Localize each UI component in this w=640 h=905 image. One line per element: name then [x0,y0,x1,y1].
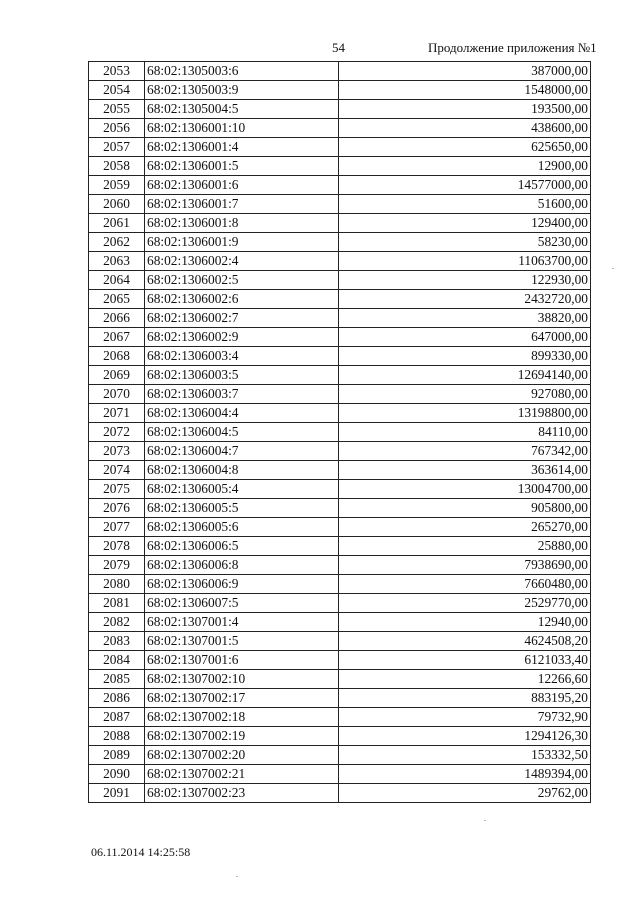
cadastral-number-cell: 68:02:1306003:7 [145,385,339,404]
table-row [89,252,591,271]
row-number-cell: 2071 [89,404,145,423]
table-row [89,404,591,423]
row-number-cell: 2074 [89,461,145,480]
cadastral-value-cell: 58230,00 [339,233,591,252]
cadastral-number-cell: 68:02:1306002:4 [145,252,339,271]
table-row [89,613,591,632]
cadastral-number-cell: 68:02:1307001:6 [145,651,339,670]
row-number-cell: 2053 [89,62,145,81]
cadastral-number-cell: 68:02:1306006:9 [145,575,339,594]
table-row [89,670,591,689]
row-number-cell: 2080 [89,575,145,594]
cadastral-value-cell: 193500,00 [339,100,591,119]
cadastral-value-cell: 7660480,00 [339,575,591,594]
table-row [89,62,591,81]
page-number: 54 [332,40,345,55]
table-row [89,81,591,100]
cadastral-value-cell: 129400,00 [339,214,591,233]
table-row [89,271,591,290]
table-row [89,138,591,157]
cadastral-number-cell: 68:02:1306005:6 [145,518,339,537]
cadastral-number-cell: 68:02:1306004:7 [145,442,339,461]
appendix-title: Продолжение приложения №1 [428,40,597,55]
row-number-cell: 2055 [89,100,145,119]
table-body [89,62,591,803]
table-row [89,328,591,347]
row-number-cell: 2056 [89,119,145,138]
cadastral-number-cell: 68:02:1307001:5 [145,632,339,651]
row-number-cell: 2078 [89,537,145,556]
cadastral-number-cell: 68:02:1307002:20 [145,746,339,765]
row-number-cell: 2088 [89,727,145,746]
row-number-cell: 2083 [89,632,145,651]
cadastral-value-cell: 363614,00 [339,461,591,480]
row-number-cell: 2086 [89,689,145,708]
table-row [89,214,591,233]
cadastral-value-cell: 7938690,00 [339,556,591,575]
table-row [89,195,591,214]
cadastral-number-cell: 68:02:1305004:5 [145,100,339,119]
cadastral-number-cell: 68:02:1306006:8 [145,556,339,575]
cadastral-value-table [88,61,591,803]
cadastral-number-cell: 68:02:1307002:19 [145,727,339,746]
cadastral-value-cell: 883195,20 [339,689,591,708]
cadastral-value-cell: 12266,60 [339,670,591,689]
scan-speck [612,268,614,269]
cadastral-number-cell: 68:02:1306003:5 [145,366,339,385]
cadastral-number-cell: 68:02:1306002:9 [145,328,339,347]
cadastral-value-cell: 12900,00 [339,157,591,176]
row-number-cell: 2054 [89,81,145,100]
cadastral-value-cell: 625650,00 [339,138,591,157]
cadastral-value-cell: 38820,00 [339,309,591,328]
cadastral-value-cell: 387000,00 [339,62,591,81]
cadastral-number-cell: 68:02:1306007:5 [145,594,339,613]
table-row [89,708,591,727]
cadastral-number-cell: 68:02:1306001:4 [145,138,339,157]
cadastral-number-cell: 68:02:1306003:4 [145,347,339,366]
table-row [89,765,591,784]
row-number-cell: 2070 [89,385,145,404]
row-number-cell: 2084 [89,651,145,670]
row-number-cell: 2089 [89,746,145,765]
cadastral-number-cell: 68:02:1307002:10 [145,670,339,689]
cadastral-number-cell: 68:02:1306001:10 [145,119,339,138]
cadastral-value-cell: 2432720,00 [339,290,591,309]
row-number-cell: 2082 [89,613,145,632]
row-number-cell: 2064 [89,271,145,290]
cadastral-value-cell: 51600,00 [339,195,591,214]
cadastral-number-cell: 68:02:1306001:6 [145,176,339,195]
row-number-cell: 2060 [89,195,145,214]
table-row [89,366,591,385]
cadastral-value-cell: 265270,00 [339,518,591,537]
table-row [89,480,591,499]
cadastral-number-cell: 68:02:1306001:5 [145,157,339,176]
table-row [89,727,591,746]
table-row [89,176,591,195]
table-row [89,746,591,765]
row-number-cell: 2057 [89,138,145,157]
row-number-cell: 2067 [89,328,145,347]
cadastral-number-cell: 68:02:1306006:5 [145,537,339,556]
table-row [89,632,591,651]
row-number-cell: 2061 [89,214,145,233]
row-number-cell: 2073 [89,442,145,461]
table-row [89,290,591,309]
table-row [89,385,591,404]
table-row [89,518,591,537]
cadastral-value-cell: 84110,00 [339,423,591,442]
cadastral-number-cell: 68:02:1306005:5 [145,499,339,518]
cadastral-number-cell: 68:02:1305003:6 [145,62,339,81]
table-row [89,233,591,252]
cadastral-number-cell: 68:02:1306002:5 [145,271,339,290]
cadastral-number-cell: 68:02:1307002:18 [145,708,339,727]
row-number-cell: 2063 [89,252,145,271]
cadastral-number-cell: 68:02:1306002:7 [145,309,339,328]
cadastral-value-cell: 25880,00 [339,537,591,556]
table-row [89,442,591,461]
cadastral-number-cell: 68:02:1306004:5 [145,423,339,442]
cadastral-value-cell: 647000,00 [339,328,591,347]
cadastral-value-cell: 29762,00 [339,784,591,803]
cadastral-value-cell: 905800,00 [339,499,591,518]
row-number-cell: 2077 [89,518,145,537]
cadastral-number-cell: 68:02:1307001:4 [145,613,339,632]
table-row [89,594,591,613]
table-row [89,100,591,119]
footer-timestamp: 06.11.2014 14:25:58 [91,845,191,859]
cadastral-value-cell: 767342,00 [339,442,591,461]
row-number-cell: 2081 [89,594,145,613]
row-number-cell: 2079 [89,556,145,575]
table-row [89,784,591,803]
row-number-cell: 2076 [89,499,145,518]
row-number-cell: 2059 [89,176,145,195]
cadastral-number-cell: 68:02:1306004:4 [145,404,339,423]
row-number-cell: 2085 [89,670,145,689]
table-row [89,157,591,176]
cadastral-value-cell: 13198800,00 [339,404,591,423]
row-number-cell: 2069 [89,366,145,385]
row-number-cell: 2087 [89,708,145,727]
table-row [89,556,591,575]
cadastral-number-cell: 68:02:1307002:23 [145,784,339,803]
cadastral-number-cell: 68:02:1306004:8 [145,461,339,480]
cadastral-value-cell: 6121033,40 [339,651,591,670]
table-row [89,575,591,594]
cadastral-number-cell: 68:02:1306002:6 [145,290,339,309]
row-number-cell: 2091 [89,784,145,803]
cadastral-value-cell: 12940,00 [339,613,591,632]
row-number-cell: 2066 [89,309,145,328]
cadastral-value-cell: 4624508,20 [339,632,591,651]
row-number-cell: 2058 [89,157,145,176]
scan-speck [484,820,486,821]
scan-speck [236,876,238,877]
cadastral-number-cell: 68:02:1306001:9 [145,233,339,252]
cadastral-value-cell: 79732,90 [339,708,591,727]
cadastral-value-cell: 1294126,30 [339,727,591,746]
table-row [89,689,591,708]
cadastral-number-cell: 68:02:1307002:21 [145,765,339,784]
table-row [89,651,591,670]
table-row [89,423,591,442]
cadastral-value-cell: 1548000,00 [339,81,591,100]
cadastral-value-cell: 2529770,00 [339,594,591,613]
row-number-cell: 2068 [89,347,145,366]
cadastral-number-cell: 68:02:1306001:8 [145,214,339,233]
cadastral-value-cell: 153332,50 [339,746,591,765]
row-number-cell: 2062 [89,233,145,252]
row-number-cell: 2065 [89,290,145,309]
table-row [89,309,591,328]
cadastral-value-cell: 899330,00 [339,347,591,366]
cadastral-number-cell: 68:02:1306005:4 [145,480,339,499]
table-row [89,461,591,480]
cadastral-value-cell: 438600,00 [339,119,591,138]
cadastral-value-cell: 12694140,00 [339,366,591,385]
row-number-cell: 2090 [89,765,145,784]
cadastral-number-cell: 68:02:1306001:7 [145,195,339,214]
table-row [89,119,591,138]
cadastral-value-cell: 13004700,00 [339,480,591,499]
table-row [89,499,591,518]
row-number-cell: 2072 [89,423,145,442]
table-row [89,537,591,556]
cadastral-number-cell: 68:02:1305003:9 [145,81,339,100]
table-row [89,347,591,366]
cadastral-number-cell: 68:02:1307002:17 [145,689,339,708]
cadastral-value-cell: 14577000,00 [339,176,591,195]
cadastral-value-cell: 122930,00 [339,271,591,290]
row-number-cell: 2075 [89,480,145,499]
cadastral-value-cell: 927080,00 [339,385,591,404]
cadastral-value-cell: 1489394,00 [339,765,591,784]
cadastral-value-cell: 11063700,00 [339,252,591,271]
